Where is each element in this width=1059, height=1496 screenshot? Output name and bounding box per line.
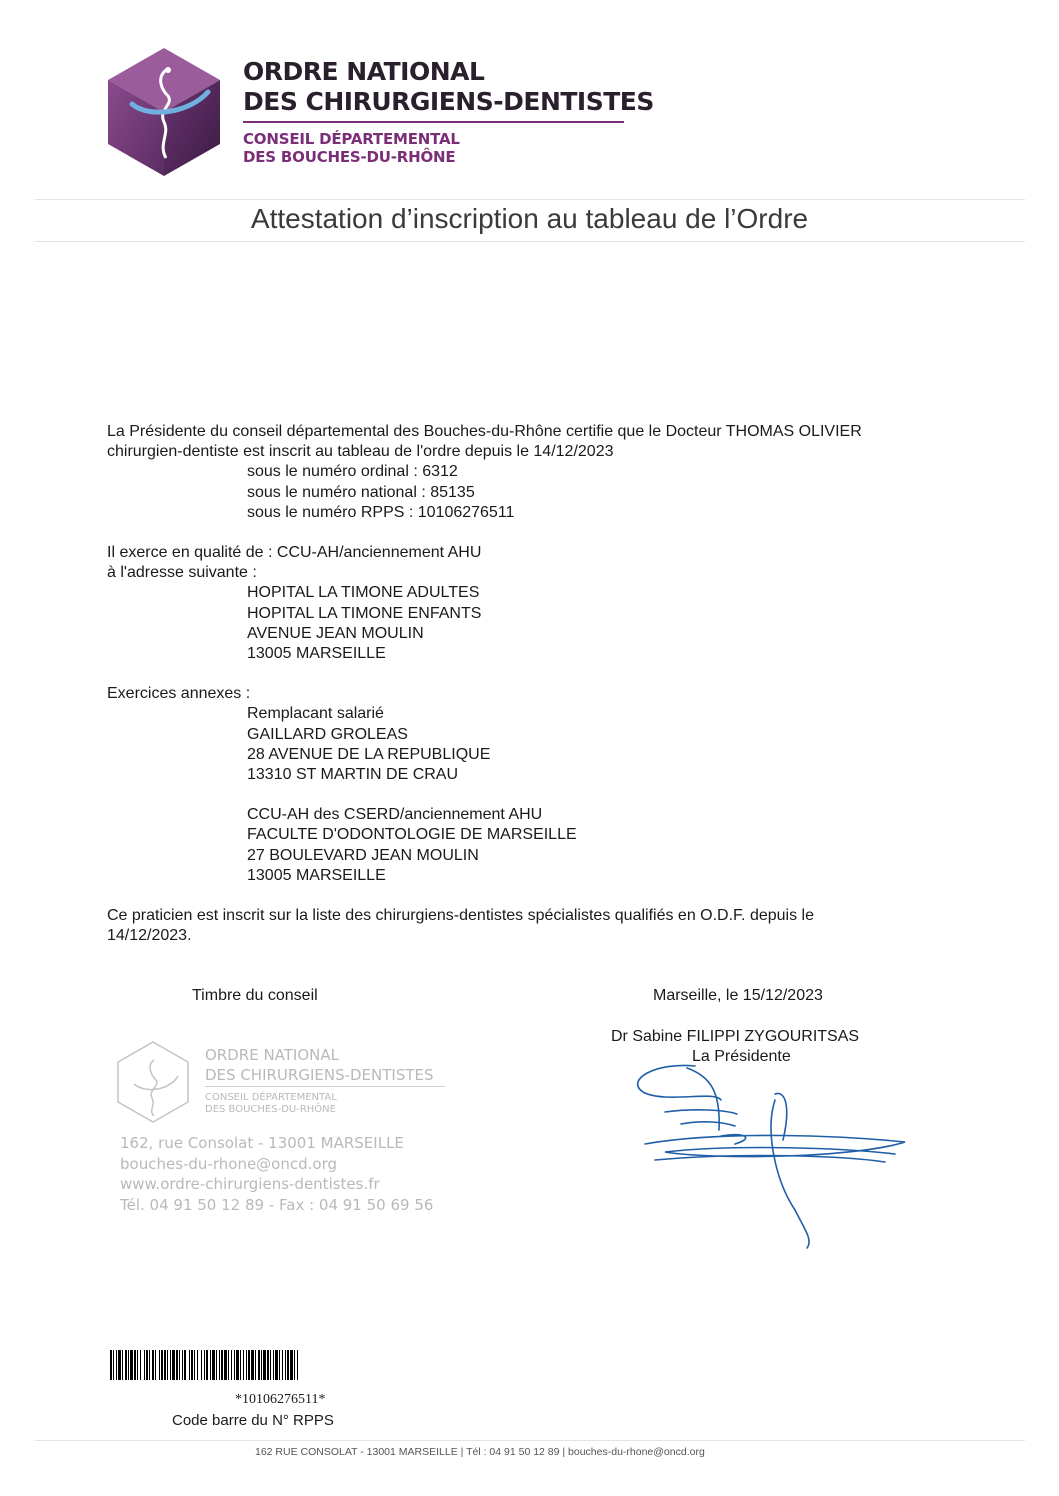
signer-name: Dr Sabine FILIPPI ZYGOURITSAS bbox=[611, 1028, 860, 1045]
logo-cube bbox=[108, 48, 220, 176]
page-title: Attestation d’inscription au tableau de l’Ordre bbox=[250, 203, 809, 234]
specialist-line2: 14/12/2023. bbox=[107, 927, 192, 945]
stamp-divider bbox=[205, 1086, 445, 1087]
stamp-email: bouches-du-rhone@oncd.org bbox=[120, 1155, 338, 1173]
stamp-org-line1: ORDRE NATIONAL bbox=[205, 1046, 339, 1064]
rpps-barcode bbox=[110, 1350, 299, 1380]
footer-rule bbox=[35, 1440, 1025, 1441]
annex1-line: 13310 ST MARTIN DE CRAU bbox=[247, 766, 459, 784]
stamp-label: Timbre du conseil bbox=[192, 987, 318, 1004]
stamp-council-line1: CONSEIL DÉPARTEMENTAL bbox=[205, 1092, 337, 1103]
stamp-address: 162, rue Consolat - 13001 MARSEILLE bbox=[120, 1134, 404, 1152]
org-name-line2: DES CHIRURGIENS-DENTISTES bbox=[243, 87, 654, 116]
national-number: sous le numéro national : 85135 bbox=[247, 483, 475, 501]
barcode-bar bbox=[298, 1350, 299, 1380]
annex1-line: Remplacant salarié bbox=[247, 705, 384, 723]
specialist-line1: Ce praticien est inscrit sur la liste des chirurgiens-dentistes spécialistes qualifiés en O.D.F. depuis le bbox=[107, 907, 814, 925]
ordre-logo-icon bbox=[108, 48, 220, 176]
title-rule-top bbox=[35, 199, 1025, 200]
address-line: HOPITAL LA TIMONE ENFANTS bbox=[247, 604, 482, 622]
stamp-website: www.ordre-chirurgiens-dentistes.fr bbox=[120, 1175, 380, 1193]
address-line: AVENUE JEAN MOULIN bbox=[247, 624, 424, 642]
annex1-line: GAILLARD GROLEAS bbox=[247, 725, 408, 743]
annexes-heading: Exercices annexes : bbox=[107, 685, 251, 703]
annex2-line: CCU-AH des CSERD/anciennement AHU bbox=[247, 806, 543, 824]
annex2-line: 13005 MARSEILLE bbox=[247, 866, 386, 884]
title-rule-bottom bbox=[35, 241, 1025, 242]
signature-icon bbox=[625, 1060, 925, 1250]
stamp-logo bbox=[116, 1040, 190, 1129]
logo-divider bbox=[243, 121, 624, 123]
attestation-body bbox=[107, 422, 862, 946]
org-name-line1: ORDRE NATIONAL bbox=[243, 57, 485, 86]
ordinal-number: sous le numéro ordinal : 6312 bbox=[247, 463, 458, 481]
council-name-line1: CONSEIL DÉPARTEMENTAL bbox=[243, 130, 460, 148]
stamp-logo-icon bbox=[116, 1040, 190, 1124]
annex2-line: 27 BOULEVARD JEAN MOULIN bbox=[247, 846, 479, 864]
address-line: HOPITAL LA TIMONE ADULTES bbox=[247, 584, 480, 602]
annex1-line: 28 AVENUE DE LA REPUBLIQUE bbox=[247, 745, 491, 763]
stamp-phone-fax: Tél. 04 91 50 12 89 - Fax : 04 91 50 69 56 bbox=[120, 1196, 434, 1214]
rpps-number: sous le numéro RPPS : 10106276511 bbox=[247, 503, 515, 521]
practice-quality: Il exerce en qualité de : CCU-AH/anciennement AHU bbox=[107, 544, 482, 562]
handwritten-signature bbox=[625, 1060, 925, 1255]
footer-contact: 162 RUE CONSOLAT - 13001 MARSEILLE | Tél : 04 91 50 12 89 | bouches-du-rhone@oncd.org bbox=[255, 1446, 705, 1458]
address-intro: à l'adresse suivante : bbox=[107, 564, 257, 582]
council-name-line2: DES BOUCHES-DU-RHÔNE bbox=[243, 148, 456, 166]
stamp-council-line2: DES BOUCHES-DU-RHÔNE bbox=[205, 1104, 336, 1115]
stamp-org-line2: DES CHIRURGIENS-DENTISTES bbox=[205, 1066, 434, 1084]
certification-line2: chirurgien-dentiste est inscrit au tableau de l'ordre depuis le 14/12/2023 bbox=[107, 443, 614, 461]
annex2-line: FACULTE D'ODONTOLOGIE DE MARSEILLE bbox=[247, 826, 577, 844]
barcode-caption: Code barre du N° RPPS bbox=[172, 1412, 334, 1429]
place-date: Marseille, le 15/12/2023 bbox=[653, 987, 823, 1004]
address-line: 13005 MARSEILLE bbox=[247, 645, 386, 663]
certification-line1: La Présidente du conseil départemental des Bouches-du-Rhône certifie que le Docteur THOMAS OLIVIER bbox=[107, 423, 862, 440]
signer-role: La Présidente bbox=[692, 1048, 791, 1065]
barcode-number: *10106276511* bbox=[235, 1392, 326, 1407]
